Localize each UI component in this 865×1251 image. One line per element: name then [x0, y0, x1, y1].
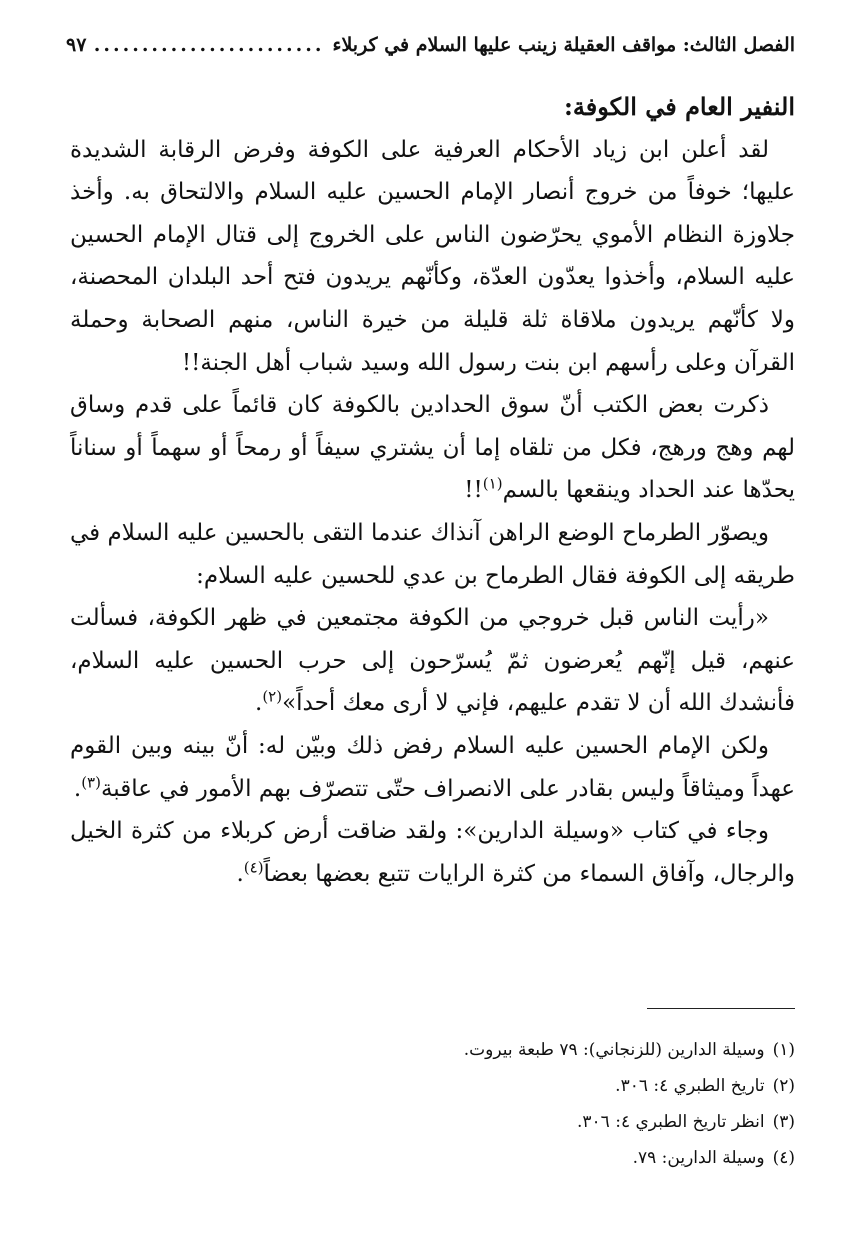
footnote-text: تاريخ الطبري ٤: ٣٠٦.	[615, 1076, 765, 1096]
footnote-ref-1[interactable]: (١)	[482, 474, 503, 493]
running-header	[66, 34, 795, 64]
paragraph-3: ويصوّر الطرماح الوضع الراهن آنذاك عندما التقى بالحسين عليه السلام في طريقه إلى الكوفة فقال الطرماح بن عدي للحسين عليه السلام:	[70, 519, 795, 589]
footnote-text: انظر تاريخ الطبري ٤: ٣٠٦.	[577, 1112, 765, 1132]
paragraph-5-tail: .	[73, 775, 82, 802]
chapter-title: الفصل الثالث: مواقف العقيلة زينب عليها السلام في كربلاء	[332, 34, 795, 56]
footnote-number: (٣)	[772, 1112, 795, 1132]
footnote-item	[70, 1032, 795, 1068]
section-heading: النفير العام في الكوفة:	[564, 92, 795, 121]
paragraph-5-text: ولكن الإمام الحسين عليه السلام رفض ذلك وبيّن له: أنّ بينه وبين القوم عهداً وميثاقاً وليس بقادر على الانصراف حتّى تتصرّف بهم الأمور في عاقبة	[70, 732, 795, 802]
main-text	[70, 86, 795, 895]
footnote-ref-4[interactable]: (٤)	[243, 858, 264, 877]
quote-paragraph	[70, 597, 795, 725]
footnote-text: وسيلة الدارين (للزنجاني): ٧٩ طبعة بيروت.	[463, 1040, 765, 1060]
paragraph-6-tail: .	[236, 860, 244, 887]
quote-text: «رأيت الناس قبل خروجي من الكوفة مجتمعين في ظهر الكوفة، فسألت عنهم، قيل إنّهم يُعرضون ثمّ يُسرّحون إلى حرب الحسين عليه السلام، فأنشدك الله أن لا تقدم عليهم، فإني لا أرى معك أحداً»	[70, 605, 795, 717]
footnote-text: وسيلة الدارين: ٧٩.	[632, 1148, 765, 1168]
paragraph-2	[70, 384, 795, 512]
footnote-item	[70, 1068, 795, 1104]
paragraph-2-tail: !!	[464, 477, 483, 504]
paragraph-6	[70, 810, 795, 895]
footnote-ref-3[interactable]: (٣)	[81, 772, 101, 791]
footnote-number: (١)	[772, 1040, 795, 1060]
quote-tail: .	[255, 690, 263, 717]
footnote-ref-2[interactable]: (٢)	[262, 687, 283, 706]
page-number: ٩٧	[66, 34, 87, 56]
footnote-divider	[647, 1008, 795, 1009]
paragraph-5	[70, 725, 795, 810]
footnote-item	[70, 1140, 795, 1176]
footnotes-list	[70, 1032, 795, 1176]
paragraph-1: لقد أعلن ابن زياد الأحكام العرفية على الكوفة وفرض الرقابة الشديدة عليها؛ خوفاً من خروج أنصار الإمام الحسين عليه السلام والالتحاق به. وأخذ جلاوزة النظام الأموي يحرّضون الناس على الخروج إلى قتال الإمام الحسين عليه السلام، وأخذوا يعدّون العدّة، وكأنّهم يريدون فتح أحد البلدان المحصنة، ولا كأنّهم يريدون ملاقاة ثلة قليلة من خيرة الناس، منهم الصحابة وحملة القرآن وعلى رأسهم ابن بنت رسول الله وسيد شباب أهل الجنة!!	[70, 136, 795, 376]
paragraph-2-text: ذكرت بعض الكتب أنّ سوق الحدادين بالكوفة كان قائماً على قدم وساق لهم وهج ورهج، فكل من تلقاه إما أن يشتري سيفاً أو رمحاً أو سهماً أو سناناً يحدّها عند الحداد وينقعها بالسم	[70, 392, 795, 504]
footnote-number: (٢)	[772, 1076, 795, 1096]
footnote-number: (٤)	[772, 1148, 795, 1168]
paragraph-6-text: وجاء في كتاب «وسيلة الدارين»: ولقد ضاقت أرض كربلاء من كثرة الخيل والرجال، وآفاق السماء من كثرة الرايات تتبع بعضها بعضاً	[70, 818, 795, 887]
leader-dots	[94, 34, 324, 56]
footnote-item	[70, 1104, 795, 1140]
